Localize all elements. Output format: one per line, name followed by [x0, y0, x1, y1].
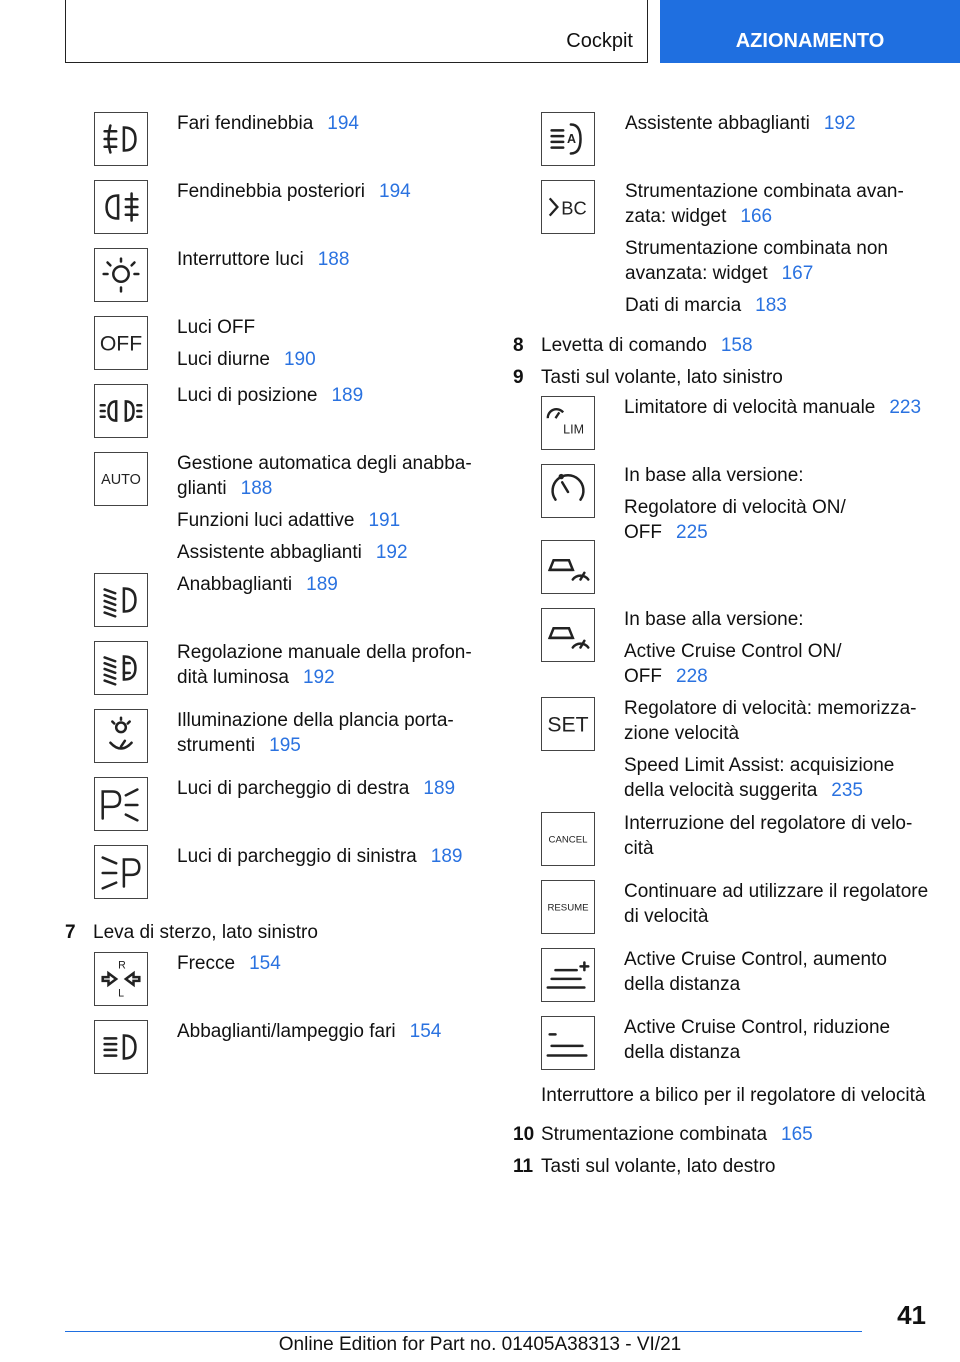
resume-icon [541, 880, 595, 934]
cancel-icon [541, 812, 595, 866]
header-section-box [65, 0, 648, 63]
entry-label: Strumentazione combinata non [625, 238, 888, 259]
entry-label: della distanza [624, 974, 741, 995]
entry-text [177, 179, 411, 204]
entry-text [177, 540, 408, 565]
entry-text [177, 572, 338, 597]
item-title-text: Tasti sul volante, lato sinistro [541, 367, 783, 388]
entry-label: In base alla versione: [624, 465, 804, 486]
entry-label: Interruzione del regolatore di velo- [624, 813, 913, 834]
entry-text [177, 1019, 441, 1044]
entry-text [177, 733, 301, 758]
entry-text [177, 451, 472, 476]
item-title [541, 1122, 813, 1147]
item-title [541, 333, 753, 358]
svg-text:RESUME: RESUME [547, 902, 589, 914]
entry-label: Strumentazione combinata avan- [625, 181, 904, 202]
entry-text [624, 904, 709, 929]
auto-icon [94, 452, 148, 506]
entry-label: Fendinebbia posteriori [177, 181, 366, 202]
entry-text [624, 607, 804, 632]
entry-label: Active Cruise Control, riduzione [624, 1017, 891, 1038]
low-beam-icon [94, 573, 148, 627]
parking-light-left-icon [94, 845, 148, 899]
entry-text [177, 776, 455, 801]
entry-label: Limitatore di velocità manuale [624, 397, 876, 418]
header-chapter: AZIONAMENTO [735, 30, 885, 52]
svg-text:LIM: LIM [563, 422, 585, 437]
header-section: Cockpit [566, 30, 633, 52]
item-title [541, 1154, 775, 1179]
rear-fog-light-icon [94, 180, 148, 234]
entry-text [177, 247, 349, 272]
svg-text:L: L [118, 987, 125, 1000]
entry-label: Gestione automatica degli anabba- [177, 453, 472, 474]
svg-text:BC: BC [561, 197, 587, 219]
entry-label: Active Cruise Control, aumento [624, 949, 887, 970]
entry-text [625, 204, 772, 229]
entry-text [624, 836, 654, 861]
acc-icon [541, 540, 595, 594]
page-link[interactable]: 225 [676, 522, 708, 543]
page-link[interactable]: 188 [240, 478, 273, 499]
high-beam-assistant-icon [541, 112, 595, 166]
entry-text [624, 664, 708, 689]
entry-label: Anabbaglianti [177, 574, 293, 595]
page-link[interactable]: 165 [781, 1124, 813, 1145]
page-link[interactable]: 190 [283, 349, 316, 370]
entry-text [625, 111, 856, 136]
page-link[interactable]: 188 [317, 249, 350, 270]
item-title [93, 920, 318, 945]
distance-decrease-icon [541, 1016, 595, 1070]
entry-text [624, 1040, 740, 1065]
parking-lights-icon [94, 384, 148, 438]
entry-label: Abbaglianti/lampeggio fari [177, 1021, 396, 1042]
off-icon [94, 316, 148, 370]
svg-text:A: A [567, 131, 577, 146]
rocker-switch-text: Interruttore a bilico per il regolatore di velocità [541, 1085, 926, 1106]
entry-label: Illuminazione della plancia porta- [177, 710, 454, 731]
entry-text [177, 383, 363, 408]
page-link[interactable]: 154 [249, 953, 281, 974]
entry-label: Luci di parcheggio di sinistra [177, 846, 417, 867]
page-link[interactable]: 228 [676, 666, 708, 687]
entry-text [624, 520, 708, 545]
entry-text [624, 1015, 890, 1040]
item-number: 10 [513, 1124, 535, 1145]
entry-label: OFF [624, 522, 662, 543]
entry-text [625, 179, 904, 204]
entry-label: Regolazione manuale della profon- [177, 642, 472, 663]
entry-label: Active Cruise Control ON/ [624, 641, 842, 662]
entry-text [624, 972, 740, 997]
entry-text [624, 495, 846, 520]
item-title-text: Strumentazione combinata [541, 1124, 768, 1145]
page-link[interactable]: 235 [831, 780, 863, 801]
footer-text: Online Edition for Part no. 01405A38313 - VI/21 [278, 1334, 682, 1355]
entry-text [624, 778, 863, 803]
svg-text:CANCEL: CANCEL [548, 834, 588, 846]
svg-text:AUTO: AUTO [101, 472, 141, 489]
page-link[interactable]: 192 [375, 542, 408, 563]
entry-text [625, 236, 888, 261]
headlight-range-icon [94, 641, 148, 695]
entry-label: Frecce [177, 953, 236, 974]
entry-label: cità [624, 838, 654, 859]
light-switch-icon [94, 248, 148, 302]
high-beam-icon [94, 1020, 148, 1074]
svg-text:OFF: OFF [99, 332, 143, 356]
page-link[interactable]: 154 [409, 1021, 442, 1042]
entry-text [177, 640, 472, 665]
page-number: 41 [897, 1300, 926, 1330]
entry-label: della distanza [624, 1042, 741, 1063]
entry-label: Dati di marcia [625, 295, 742, 316]
set-icon [541, 697, 595, 751]
entry-text [624, 879, 928, 904]
item-title-text: Levetta di comando [541, 335, 707, 356]
entry-label: della velocità suggerita [624, 780, 818, 801]
page-link[interactable]: 192 [302, 667, 335, 688]
entry-text [177, 315, 255, 340]
page-link[interactable]: 189 [423, 778, 456, 799]
item-number: 7 [65, 922, 76, 943]
page-link[interactable]: 191 [368, 510, 401, 531]
entry-text [624, 811, 912, 836]
entry-label: glianti [177, 478, 227, 499]
entry-label: OFF [624, 666, 662, 687]
entry-label: strumenti [177, 735, 256, 756]
page-link[interactable]: 167 [781, 263, 814, 284]
page-link[interactable]: 183 [755, 295, 787, 316]
entry-text [624, 721, 739, 746]
item-number: 8 [513, 335, 524, 356]
entry-text [624, 463, 804, 488]
item-number: 9 [513, 367, 524, 388]
page-link[interactable]: 166 [740, 206, 773, 227]
distance-increase-icon [541, 948, 595, 1002]
page-link[interactable]: 158 [720, 335, 753, 356]
entry-text [177, 844, 462, 869]
entry-label: avanzata: widget [625, 263, 768, 284]
footer-rule [65, 1331, 862, 1332]
entry-text [177, 508, 400, 533]
entry-label: Speed Limit Assist: acquisizione [624, 755, 895, 776]
item-title [541, 365, 783, 390]
entry-label: di velocità [624, 906, 709, 927]
entry-label: Luci OFF [177, 317, 256, 338]
page-link[interactable]: 189 [331, 385, 364, 406]
svg-text:R: R [118, 959, 126, 972]
entry-label: dità luminosa [177, 667, 289, 688]
entry-label: zione velocità [624, 723, 740, 744]
entry-label: Regolatore di velocità: memorizza- [624, 698, 917, 719]
entry-text [624, 947, 887, 972]
entry-label: Interruttore luci [177, 249, 304, 270]
turn-signal-icon [94, 952, 148, 1006]
page-link[interactable]: 194 [379, 181, 411, 202]
entry-label: Assistente abbaglianti [625, 113, 810, 134]
entry-text [177, 476, 272, 501]
entry-text [624, 395, 921, 420]
svg-text:SET: SET [547, 713, 589, 737]
entry-text [624, 696, 917, 721]
page-link[interactable]: 195 [269, 735, 301, 756]
entry-text [177, 708, 454, 733]
entry-label: Continuare ad utilizzare il regolatore [624, 881, 929, 902]
page-link[interactable]: 189 [430, 846, 463, 867]
speed-limiter-icon [541, 396, 595, 450]
entry-label: Funzioni luci adattive [177, 510, 355, 531]
page-link[interactable]: 189 [306, 574, 338, 595]
entry-label: Fari fendinebbia [177, 113, 314, 134]
item-title-text: Tasti sul volante, lato destro [541, 1156, 776, 1177]
page-link[interactable]: 194 [327, 113, 359, 134]
entry-text [625, 293, 787, 318]
item-number: 11 [513, 1156, 534, 1177]
entry-label: Luci diurne [177, 349, 270, 370]
header-chapter-tab[interactable] [660, 0, 960, 63]
entry-label: In base alla versione: [624, 609, 804, 630]
cruise-control-icon [541, 464, 595, 518]
entry-text [177, 951, 281, 976]
acc-icon [541, 608, 595, 662]
parking-light-right-icon [94, 777, 148, 831]
entry-text [624, 639, 842, 664]
entry-label: Luci di parcheggio di destra [177, 778, 410, 799]
entry-text [177, 347, 316, 372]
instrument-lighting-icon [94, 709, 148, 763]
front-fog-light-icon [94, 112, 148, 166]
entry-text [625, 261, 813, 286]
page-link[interactable]: 192 [823, 113, 856, 134]
entry-label: Regolatore di velocità ON/ [624, 497, 846, 518]
entry-label: zata: widget [625, 206, 727, 227]
entry-text [177, 665, 335, 690]
bc-icon [541, 180, 595, 234]
entry-text [624, 753, 894, 778]
page-link[interactable]: 223 [889, 397, 922, 418]
entry-text [177, 111, 359, 136]
item-title-text: Leva di sterzo, lato sinistro [93, 922, 318, 943]
entry-label: Assistente abbaglianti [177, 542, 362, 563]
entry-label: Luci di posizione [177, 385, 318, 406]
